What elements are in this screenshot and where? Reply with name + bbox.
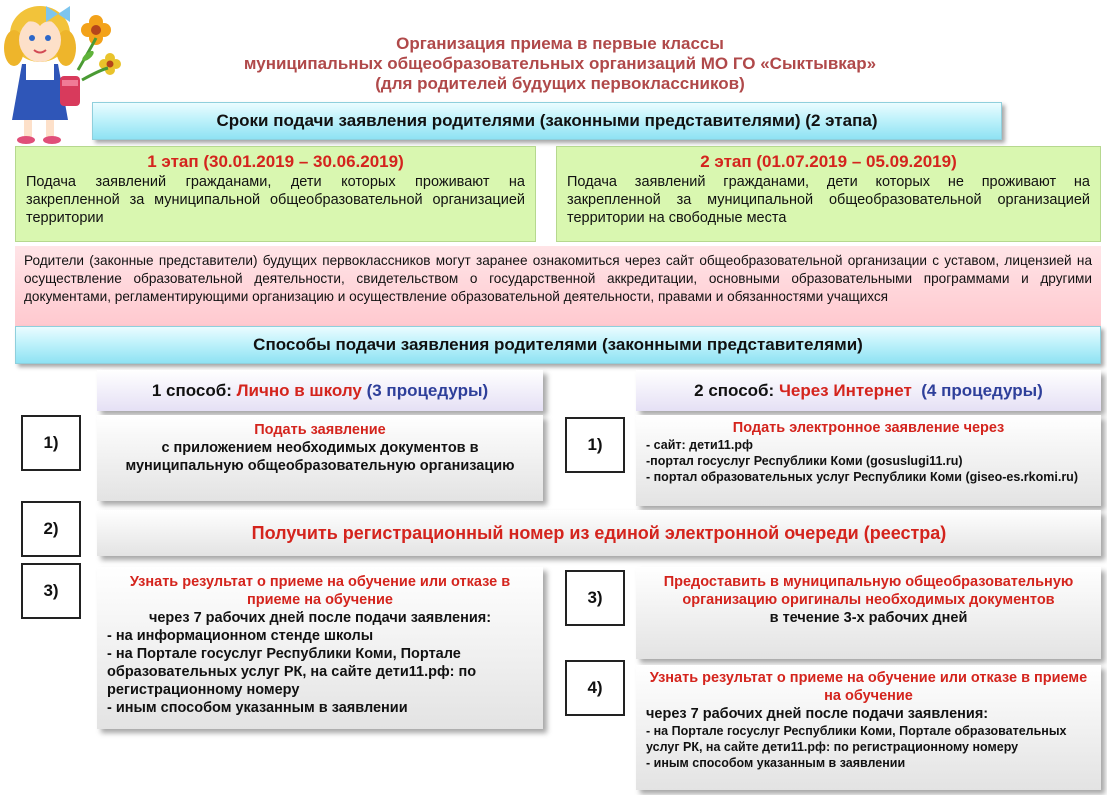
stage-2-box — [556, 146, 1101, 242]
method-1-step-1-title: Подать заявление — [254, 422, 386, 438]
step-number-3 — [21, 563, 81, 619]
title-line-3: (для родителей будущих первоклассников) — [375, 74, 745, 93]
method-1-step-3-item-2: - на Портале госуслуг Республики Коми, Портале образовательных услуг РК, на сайте дети11.рф: по регистрационному номеру — [107, 646, 477, 698]
step-number-4b — [565, 660, 625, 716]
step-number-4b-label: 4) — [587, 678, 603, 697]
method-1-step-3-subtitle: через 7 рабочих дней после подачи заявления: — [148, 610, 492, 626]
method-2-step-4 — [636, 665, 1101, 790]
method-2-step-4-subtitle: через 7 рабочих дней после подачи заявления: — [646, 706, 989, 722]
method-2-step-4-item-1: - на Портале госуслуг Республики Коми, Портале образовательных услуг РК, на сайте дети11.рф: по регистрационному номеру — [646, 724, 1067, 754]
method-1-name: Лично в школу — [236, 380, 362, 400]
method-2-step-1-item-2: -портал госуслуг Республики Коми (gosuslugi11.ru) — [646, 454, 963, 468]
stage-2-text: Подача заявлений гражданами, дети которых не проживают на закрепленной за муниципальной общеобразовательной организацией территории на свободные места — [567, 174, 1090, 226]
step-number-1 — [21, 415, 81, 471]
step-number-3b-label: 3) — [587, 588, 603, 607]
title-line-2: муниципальных общеобразовательных организаций МО ГО «Сыктывкар» — [243, 54, 877, 73]
deadlines-bar-label: Сроки подачи заявления родителями (законными представителями) (2 этапа) — [216, 111, 878, 130]
step-number-1b — [565, 417, 625, 473]
method-2-prefix: 2 способ: — [694, 380, 779, 400]
method-2-count: (4 процедуры) — [911, 380, 1043, 400]
method-1-header — [97, 370, 543, 411]
step-number-2 — [21, 501, 81, 557]
method-2-step-1-item-3: - портал образовательных услуг Республики Коми (giseo-es.rkomi.ru) — [646, 470, 1078, 484]
method-2-step-1-title: Подать электронное заявление через — [732, 420, 1005, 436]
method-2-step-1-item-1: - сайт: дети11.рф — [646, 438, 753, 452]
method-2-step-3-title: Предоставить в муниципальную общеобразовательную организацию оригиналы необходимых документов — [663, 574, 1074, 608]
method-2-step-1 — [636, 415, 1101, 506]
flower-icon — [78, 15, 121, 80]
stage-1-box — [15, 146, 536, 242]
method-1-step-1-text: с приложением необходимых документов в муниципальную общеобразовательную организацию — [125, 440, 515, 474]
method-1-step-3-title: Узнать результат о приеме на обучение или отказе в приеме на обучение — [129, 574, 511, 608]
method-2-step-3-text: в течение 3-х рабочих дней — [769, 610, 968, 626]
title-line-1: Организация приема в первые классы — [396, 34, 724, 53]
method-2-header — [636, 370, 1101, 411]
method-1-step-3-item-1: - на информационном стенде школы — [107, 628, 374, 644]
step-number-1-label: 1) — [43, 433, 59, 452]
methods-bar-label: Способы подачи заявления родителями (законными представителями) — [253, 335, 863, 354]
stage-1-text: Подача заявлений гражданами, дети которых проживают на закрепленной за муниципальной общеобразовательной организацией территории — [26, 174, 525, 226]
method-1-prefix: 1 способ: — [151, 380, 237, 400]
step-number-1b-label: 1) — [587, 435, 603, 454]
method-2-step-4-item-2: - иным способом указанным в заявлении — [646, 756, 906, 770]
step-2-bar — [97, 510, 1101, 556]
step-2-text: Получить регистрационный номер из единой электронной очереди (реестра) — [251, 523, 947, 543]
method-2-step-4-title: Узнать результат о приеме на обучение или отказе в приеме на обучение — [649, 670, 1088, 704]
method-1-step-3 — [97, 567, 543, 729]
info-box — [15, 246, 1101, 326]
info-text: Родители (законные представители) будущих первоклассников могут заранее ознакомиться через сайт общеобразовательной организации с уставом, лицензией на осуществление образовательной деятельности, свидетельством о государственной аккредитации, основными образовательными программами и другими документами, регламентирующими организацию и осуществление образовательной деятельности, правами и обязанностями учащихся — [24, 253, 1092, 304]
method-1-step-3-item-3: - иным способом указанным в заявлении — [107, 700, 408, 716]
method-2-step-3 — [636, 567, 1101, 659]
method-1-count: (3 процедуры) — [361, 380, 489, 400]
methods-bar — [15, 326, 1101, 364]
method-1-step-1 — [97, 415, 543, 501]
deadlines-bar — [92, 102, 1002, 140]
step-number-3-label: 3) — [43, 581, 59, 600]
step-number-2-label: 2) — [43, 519, 59, 538]
stage-1-title: 1 этап (30.01.2019 – 30.06.2019) — [147, 152, 404, 171]
stage-2-title: 2 этап (01.07.2019 – 05.09.2019) — [700, 152, 957, 171]
method-2-name: Через Интернет — [778, 380, 912, 400]
step-number-3b — [565, 570, 625, 626]
page-title — [150, 34, 970, 94]
